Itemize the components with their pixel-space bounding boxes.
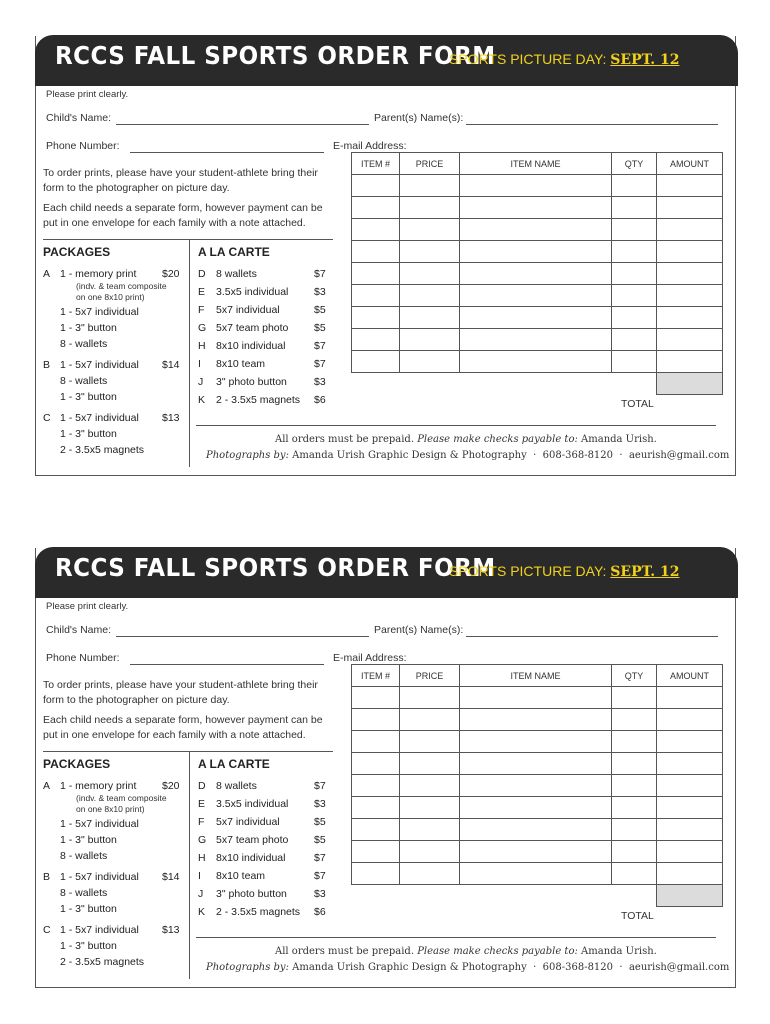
form-title: RCCS FALL SPORTS ORDER FORM bbox=[55, 41, 496, 70]
order-cell[interactable] bbox=[657, 351, 723, 373]
order-cell[interactable] bbox=[352, 841, 400, 863]
package-price: $14 bbox=[162, 359, 180, 371]
order-cell[interactable] bbox=[400, 709, 460, 731]
order-row bbox=[352, 197, 723, 219]
alacarte-letter: J bbox=[198, 888, 204, 900]
packages-heading: PACKAGES bbox=[43, 245, 111, 259]
order-row bbox=[352, 687, 723, 709]
instructions-line-2: form to the photographer on picture day. bbox=[43, 182, 230, 194]
alacarte-name: 2 - 3.5x5 magnets bbox=[216, 906, 301, 918]
header-item-name: ITEM NAME bbox=[460, 665, 612, 687]
order-table bbox=[351, 152, 723, 395]
separator-dot: · bbox=[533, 962, 537, 973]
package-item: 1 - 5x7 individual bbox=[60, 359, 139, 371]
column-divider bbox=[189, 239, 190, 467]
alacarte-price: $5 bbox=[314, 304, 326, 316]
separator-dot: · bbox=[533, 450, 537, 461]
alacarte-letter: I bbox=[198, 358, 201, 370]
order-cell[interactable] bbox=[352, 241, 400, 263]
order-row bbox=[352, 241, 723, 263]
order-table bbox=[351, 664, 723, 907]
order-cell bbox=[612, 885, 657, 907]
alacarte-name: 5x7 team photo bbox=[216, 834, 289, 846]
alacarte-price: $7 bbox=[314, 780, 326, 792]
order-row bbox=[352, 753, 723, 775]
alacarte-name: 8x10 team bbox=[216, 358, 266, 370]
picture-day-label: SPORTS PICTURE DAY: bbox=[449, 51, 607, 67]
alacarte-heading: A LA CARTE bbox=[198, 245, 270, 259]
order-row bbox=[352, 329, 723, 351]
order-cell[interactable] bbox=[612, 775, 657, 797]
header-item-number: ITEM # bbox=[352, 665, 400, 687]
instructions-line-2: form to the photographer on picture day. bbox=[43, 694, 230, 706]
order-cell[interactable] bbox=[352, 175, 400, 197]
order-cell[interactable] bbox=[657, 753, 723, 775]
package-item: 1 - 3" button bbox=[60, 428, 117, 440]
phone-field[interactable] bbox=[130, 152, 324, 153]
order-cell[interactable] bbox=[460, 709, 612, 731]
alacarte-price: $5 bbox=[314, 834, 326, 846]
order-row bbox=[352, 797, 723, 819]
package-price: $14 bbox=[162, 871, 180, 883]
order-cell[interactable] bbox=[460, 263, 612, 285]
order-cell[interactable] bbox=[612, 307, 657, 329]
package-price: $20 bbox=[162, 268, 180, 280]
checks-payable-label: Please make checks payable to: bbox=[417, 946, 578, 957]
package-letter: C bbox=[43, 924, 51, 936]
order-cell[interactable] bbox=[400, 863, 460, 885]
alacarte-name: 8x10 team bbox=[216, 870, 266, 882]
header-item-name: ITEM NAME bbox=[460, 153, 612, 175]
total-amount-cell[interactable] bbox=[657, 885, 723, 907]
package-item: 1 - 5x7 individual bbox=[60, 924, 139, 936]
order-row bbox=[352, 263, 723, 285]
divider bbox=[43, 239, 333, 240]
order-cell[interactable] bbox=[460, 219, 612, 241]
childs-name-label: Child's Name: bbox=[46, 624, 112, 636]
order-row bbox=[352, 307, 723, 329]
payee-name: Amanda Urish. bbox=[581, 434, 657, 445]
order-cell bbox=[352, 373, 400, 395]
alacarte-name: 8 wallets bbox=[216, 268, 257, 280]
order-cell[interactable] bbox=[612, 731, 657, 753]
package-item: 1 - 3" button bbox=[60, 940, 117, 952]
order-cell[interactable] bbox=[657, 329, 723, 351]
order-cell[interactable] bbox=[352, 687, 400, 709]
instructions-line-4: put in one envelope for each family with a note attached. bbox=[43, 729, 306, 741]
footer-line-2 bbox=[206, 450, 729, 461]
alacarte-price: $3 bbox=[314, 888, 326, 900]
separator-dot: · bbox=[619, 450, 623, 461]
order-cell[interactable] bbox=[352, 263, 400, 285]
divider bbox=[43, 751, 333, 752]
package-note: (indv. & team composite bbox=[76, 281, 167, 291]
footer-divider bbox=[196, 425, 716, 426]
package-item: 8 - wallets bbox=[60, 850, 108, 862]
order-cell[interactable] bbox=[400, 687, 460, 709]
print-clearly-note: Please print clearly. bbox=[46, 89, 129, 100]
alacarte-letter: H bbox=[198, 852, 206, 864]
package-item: 1 - memory print bbox=[60, 268, 137, 280]
alacarte-price: $7 bbox=[314, 358, 326, 370]
order-cell[interactable] bbox=[657, 219, 723, 241]
order-cell[interactable] bbox=[460, 307, 612, 329]
alacarte-name: 8x10 individual bbox=[216, 340, 286, 352]
alacarte-name: 5x7 team photo bbox=[216, 322, 289, 334]
order-row bbox=[352, 841, 723, 863]
order-cell[interactable] bbox=[612, 197, 657, 219]
package-item: 2 - 3.5x5 magnets bbox=[60, 444, 145, 456]
order-cell[interactable] bbox=[612, 797, 657, 819]
alacarte-price: $6 bbox=[314, 906, 326, 918]
order-cell[interactable] bbox=[612, 709, 657, 731]
column-divider bbox=[189, 751, 190, 979]
order-form bbox=[35, 36, 736, 476]
order-cell[interactable] bbox=[657, 241, 723, 263]
order-cell[interactable] bbox=[612, 753, 657, 775]
order-table-body bbox=[352, 687, 723, 907]
order-cell[interactable] bbox=[400, 351, 460, 373]
order-cell[interactable] bbox=[657, 819, 723, 841]
alacarte-price: $6 bbox=[314, 394, 326, 406]
order-cell[interactable] bbox=[400, 753, 460, 775]
order-cell[interactable] bbox=[400, 819, 460, 841]
alacarte-name: 8 wallets bbox=[216, 780, 257, 792]
alacarte-price: $3 bbox=[314, 798, 326, 810]
footer-line-2 bbox=[206, 962, 729, 973]
order-cell[interactable] bbox=[612, 841, 657, 863]
alacarte-letter: K bbox=[198, 394, 206, 406]
order-cell[interactable] bbox=[612, 329, 657, 351]
package-price: $13 bbox=[162, 412, 180, 424]
header-amount: AMOUNT bbox=[657, 665, 723, 687]
order-cell[interactable] bbox=[400, 263, 460, 285]
picture-day bbox=[449, 563, 679, 580]
parents-name-label: Parent(s) Name(s): bbox=[374, 112, 464, 124]
order-cell[interactable] bbox=[400, 775, 460, 797]
package-item: 2 - 3.5x5 magnets bbox=[60, 956, 145, 968]
package-item: 8 - wallets bbox=[60, 887, 108, 899]
order-row bbox=[352, 285, 723, 307]
order-cell[interactable] bbox=[352, 863, 400, 885]
order-cell[interactable] bbox=[612, 863, 657, 885]
order-cell[interactable] bbox=[400, 197, 460, 219]
alacarte-letter: J bbox=[198, 376, 204, 388]
instructions-line-3: Each child needs a separate form, however payment can be bbox=[43, 714, 323, 726]
alacarte-letter: H bbox=[198, 340, 206, 352]
packages-heading: PACKAGES bbox=[43, 757, 111, 771]
order-cell[interactable] bbox=[657, 731, 723, 753]
total-label: TOTAL bbox=[621, 910, 654, 922]
alacarte-letter: E bbox=[198, 798, 206, 810]
order-cell bbox=[352, 885, 400, 907]
order-cell[interactable] bbox=[460, 329, 612, 351]
email-label: E-mail Address: bbox=[333, 652, 407, 664]
package-item: 1 - 5x7 individual bbox=[60, 306, 139, 318]
order-cell[interactable] bbox=[657, 797, 723, 819]
alacarte-letter: D bbox=[198, 268, 206, 280]
alacarte-name: 3.5x5 individual bbox=[216, 798, 289, 810]
footer-line-1 bbox=[275, 434, 657, 445]
order-cell[interactable] bbox=[657, 307, 723, 329]
package-item: 1 - 5x7 individual bbox=[60, 412, 139, 424]
order-row bbox=[352, 819, 723, 841]
alacarte-price: $3 bbox=[314, 376, 326, 388]
alacarte-name: 5x7 individual bbox=[216, 816, 280, 828]
alacarte-letter: I bbox=[198, 870, 201, 882]
order-cell[interactable] bbox=[352, 753, 400, 775]
picture-day-date: SEPT. 12 bbox=[610, 564, 680, 580]
header-item-number: ITEM # bbox=[352, 153, 400, 175]
order-cell[interactable] bbox=[460, 241, 612, 263]
order-row bbox=[352, 351, 723, 373]
package-letter: A bbox=[43, 780, 51, 792]
alacarte-name: 5x7 individual bbox=[216, 304, 280, 316]
order-form bbox=[35, 548, 736, 988]
order-row bbox=[352, 709, 723, 731]
package-note: (indv. & team composite bbox=[76, 793, 167, 803]
print-clearly-note: Please print clearly. bbox=[46, 601, 129, 612]
form-banner bbox=[35, 547, 738, 598]
alacarte-name: 3" photo button bbox=[216, 376, 287, 388]
alacarte-name: 8x10 individual bbox=[216, 852, 286, 864]
order-row bbox=[352, 175, 723, 197]
order-cell[interactable] bbox=[460, 753, 612, 775]
childs-name-field[interactable] bbox=[116, 636, 369, 637]
photographer-name: Amanda Urish Graphic Design & Photography bbox=[292, 962, 527, 973]
package-item: 8 - wallets bbox=[60, 338, 108, 350]
header-qty: QTY bbox=[612, 153, 657, 175]
order-cell[interactable] bbox=[612, 263, 657, 285]
order-cell[interactable] bbox=[657, 863, 723, 885]
order-cell[interactable] bbox=[612, 241, 657, 263]
alacarte-price: $7 bbox=[314, 340, 326, 352]
order-cell bbox=[460, 373, 612, 395]
photographer-label: Photographs by: bbox=[206, 450, 289, 461]
order-cell[interactable] bbox=[400, 731, 460, 753]
total-label: TOTAL bbox=[621, 398, 654, 410]
package-item: 8 - wallets bbox=[60, 375, 108, 387]
alacarte-price: $5 bbox=[314, 816, 326, 828]
alacarte-letter: E bbox=[198, 286, 206, 298]
order-cell[interactable] bbox=[352, 775, 400, 797]
order-table-header bbox=[352, 153, 723, 175]
order-cell[interactable] bbox=[400, 219, 460, 241]
alacarte-letter: F bbox=[198, 304, 205, 316]
order-cell[interactable] bbox=[352, 351, 400, 373]
order-cell[interactable] bbox=[460, 731, 612, 753]
order-cell[interactable] bbox=[352, 219, 400, 241]
order-cell[interactable] bbox=[612, 175, 657, 197]
order-row bbox=[352, 219, 723, 241]
order-cell[interactable] bbox=[400, 285, 460, 307]
phone-number: 608-368-8120 bbox=[542, 962, 614, 973]
order-cell[interactable] bbox=[612, 219, 657, 241]
alacarte-price: $7 bbox=[314, 852, 326, 864]
order-cell[interactable] bbox=[460, 285, 612, 307]
header-price: PRICE bbox=[400, 153, 460, 175]
order-cell[interactable] bbox=[657, 175, 723, 197]
header-amount: AMOUNT bbox=[657, 153, 723, 175]
order-cell[interactable] bbox=[352, 285, 400, 307]
order-cell[interactable] bbox=[352, 731, 400, 753]
package-letter: B bbox=[43, 871, 51, 883]
order-cell[interactable] bbox=[657, 285, 723, 307]
phone-number: 608-368-8120 bbox=[542, 450, 614, 461]
alacarte-price: $5 bbox=[314, 322, 326, 334]
form-banner bbox=[35, 35, 738, 86]
alacarte-price: $3 bbox=[314, 286, 326, 298]
order-cell[interactable] bbox=[460, 863, 612, 885]
parents-name-field[interactable] bbox=[466, 124, 718, 125]
order-cell[interactable] bbox=[657, 197, 723, 219]
email-address: aeurish@gmail.com bbox=[628, 962, 730, 973]
order-cell[interactable] bbox=[657, 775, 723, 797]
alacarte-name: 3" photo button bbox=[216, 888, 287, 900]
phone-label: Phone Number: bbox=[46, 652, 120, 664]
order-row bbox=[352, 885, 723, 907]
picture-day-label: SPORTS PICTURE DAY: bbox=[449, 563, 607, 579]
package-note: on one 8x10 print) bbox=[76, 292, 145, 302]
order-cell bbox=[460, 885, 612, 907]
order-cell[interactable] bbox=[400, 841, 460, 863]
order-cell[interactable] bbox=[400, 329, 460, 351]
order-row bbox=[352, 775, 723, 797]
payee-name: Amanda Urish. bbox=[581, 946, 657, 957]
prepaid-note: All orders must be prepaid. bbox=[275, 434, 414, 445]
order-cell[interactable] bbox=[400, 241, 460, 263]
order-cell[interactable] bbox=[352, 709, 400, 731]
order-cell[interactable] bbox=[657, 263, 723, 285]
parents-name-field[interactable] bbox=[466, 636, 718, 637]
instructions-line-3: Each child needs a separate form, however payment can be bbox=[43, 202, 323, 214]
header-price: PRICE bbox=[400, 665, 460, 687]
order-cell[interactable] bbox=[400, 797, 460, 819]
instructions-line-1: To order prints, please have your student-athlete bring their bbox=[43, 167, 318, 179]
total-amount-cell[interactable] bbox=[657, 373, 723, 395]
phone-field[interactable] bbox=[130, 664, 324, 665]
package-item: 1 - 3" button bbox=[60, 834, 117, 846]
order-cell[interactable] bbox=[612, 819, 657, 841]
order-cell[interactable] bbox=[352, 797, 400, 819]
checks-payable-label: Please make checks payable to: bbox=[417, 434, 578, 445]
alacarte-letter: G bbox=[198, 322, 207, 334]
order-cell[interactable] bbox=[657, 687, 723, 709]
order-cell[interactable] bbox=[460, 819, 612, 841]
order-cell[interactable] bbox=[612, 285, 657, 307]
alacarte-letter: D bbox=[198, 780, 206, 792]
package-item: 1 - memory print bbox=[60, 780, 137, 792]
instructions-line-4: put in one envelope for each family with a note attached. bbox=[43, 217, 306, 229]
photographer-name: Amanda Urish Graphic Design & Photography bbox=[292, 450, 527, 461]
order-cell[interactable] bbox=[460, 775, 612, 797]
prepaid-note: All orders must be prepaid. bbox=[275, 946, 414, 957]
package-price: $20 bbox=[162, 780, 180, 792]
package-letter: C bbox=[43, 412, 51, 424]
order-cell bbox=[400, 373, 460, 395]
phone-label: Phone Number: bbox=[46, 140, 120, 152]
footer-line-1 bbox=[275, 946, 657, 957]
alacarte-letter: G bbox=[198, 834, 207, 846]
order-cell[interactable] bbox=[352, 819, 400, 841]
package-item: 1 - 5x7 individual bbox=[60, 871, 139, 883]
picture-day-date: SEPT. 12 bbox=[610, 52, 680, 68]
package-item: 1 - 5x7 individual bbox=[60, 818, 139, 830]
order-cell[interactable] bbox=[352, 197, 400, 219]
alacarte-price: $7 bbox=[314, 870, 326, 882]
package-item: 1 - 3" button bbox=[60, 322, 117, 334]
order-cell[interactable] bbox=[657, 709, 723, 731]
package-price: $13 bbox=[162, 924, 180, 936]
order-cell[interactable] bbox=[400, 307, 460, 329]
order-cell[interactable] bbox=[612, 687, 657, 709]
alacarte-heading: A LA CARTE bbox=[198, 757, 270, 771]
order-cell[interactable] bbox=[460, 175, 612, 197]
order-cell[interactable] bbox=[460, 351, 612, 373]
form-title: RCCS FALL SPORTS ORDER FORM bbox=[55, 553, 496, 582]
email-address: aeurish@gmail.com bbox=[628, 450, 730, 461]
order-row bbox=[352, 373, 723, 395]
package-item: 1 - 3" button bbox=[60, 903, 117, 915]
package-note: on one 8x10 print) bbox=[76, 804, 145, 814]
header-qty: QTY bbox=[612, 665, 657, 687]
childs-name-label: Child's Name: bbox=[46, 112, 112, 124]
order-cell[interactable] bbox=[460, 197, 612, 219]
footer-divider bbox=[196, 937, 716, 938]
order-cell[interactable] bbox=[460, 841, 612, 863]
alacarte-letter: F bbox=[198, 816, 205, 828]
order-table-header bbox=[352, 665, 723, 687]
order-table-body bbox=[352, 175, 723, 395]
childs-name-field[interactable] bbox=[116, 124, 369, 125]
photographer-label: Photographs by: bbox=[206, 962, 289, 973]
order-row bbox=[352, 863, 723, 885]
order-cell[interactable] bbox=[460, 687, 612, 709]
order-cell[interactable] bbox=[352, 329, 400, 351]
alacarte-price: $7 bbox=[314, 268, 326, 280]
separator-dot: · bbox=[619, 962, 623, 973]
order-cell[interactable] bbox=[612, 351, 657, 373]
instructions-line-1: To order prints, please have your student-athlete bring their bbox=[43, 679, 318, 691]
package-item: 1 - 3" button bbox=[60, 391, 117, 403]
alacarte-name: 3.5x5 individual bbox=[216, 286, 289, 298]
picture-day bbox=[449, 51, 679, 68]
order-cell[interactable] bbox=[400, 175, 460, 197]
package-letter: B bbox=[43, 359, 51, 371]
order-cell[interactable] bbox=[460, 797, 612, 819]
order-cell bbox=[400, 885, 460, 907]
order-cell bbox=[612, 373, 657, 395]
parents-name-label: Parent(s) Name(s): bbox=[374, 624, 464, 636]
alacarte-name: 2 - 3.5x5 magnets bbox=[216, 394, 301, 406]
order-cell[interactable] bbox=[352, 307, 400, 329]
order-row bbox=[352, 731, 723, 753]
order-cell[interactable] bbox=[657, 841, 723, 863]
package-letter: A bbox=[43, 268, 51, 280]
email-label: E-mail Address: bbox=[333, 140, 407, 152]
alacarte-letter: K bbox=[198, 906, 206, 918]
